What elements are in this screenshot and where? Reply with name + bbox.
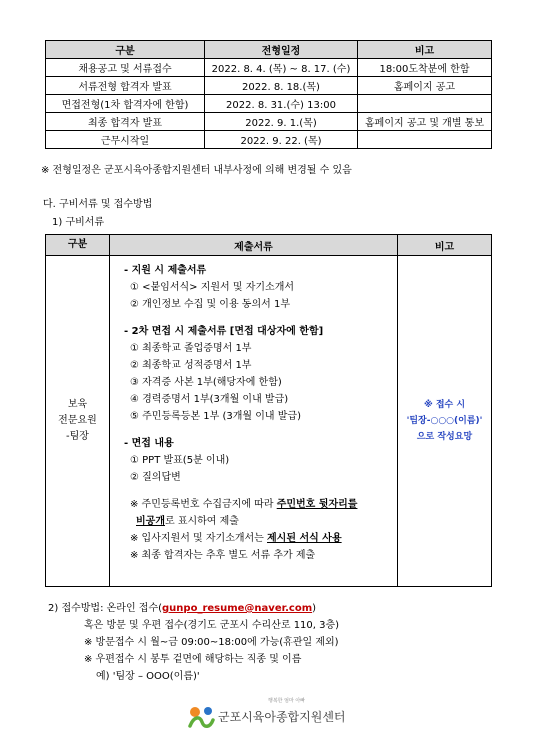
email-link[interactable]: gunpo_resume@naver.com (162, 603, 313, 614)
receipt-line-example: 예) '팀장 – OOO(이름)' (96, 671, 200, 682)
receipt-line-hours: ※ 방문접수 시 월~금 09:00~18:00에 가능(휴관일 제외) (84, 637, 339, 648)
interview-docs-title: - 2차 면접 시 제출서류 [면접 대상자에 한함] (124, 326, 324, 337)
interview-content-title: - 면접 내용 (124, 438, 174, 449)
schedule-cell: 면접전형(1차 합격자에 한함) (46, 95, 205, 113)
list-item: ⑤ 주민등록등본 1부 (3개월 이내 발급) (130, 411, 301, 422)
schedule-cell: 홈페이지 공고 (358, 77, 492, 95)
schedule-header-date: 전형일정 (205, 41, 358, 59)
schedule-cell: 18:00도착분에 한함 (358, 59, 492, 77)
org-name: 군포시육아종합지원센터 (218, 710, 346, 724)
documents-list (110, 256, 398, 587)
category-line: 전문요원 (58, 415, 97, 426)
receipt-line-online (48, 600, 339, 617)
documents-header-remark: 비고 (398, 235, 492, 256)
table-row (46, 59, 492, 77)
category-line: -팀장 (66, 431, 89, 442)
list-item: ② 개인정보 수집 및 이용 동의서 1부 (130, 299, 290, 310)
schedule-cell: 2022. 8. 4. (목) ~ 8. 17. (수) (205, 59, 358, 77)
section-subtitle: 1) 구비서류 (52, 217, 105, 228)
table-row (46, 77, 492, 95)
receipt-online-label: 2) 접수방법: 온라인 접수( (48, 603, 163, 614)
documents-category (46, 256, 110, 587)
schedule-cell: 2022. 9. 22. (목) (205, 131, 358, 149)
receipt-online-suffix: ) (312, 603, 317, 614)
list-item: ② 질의답변 (130, 472, 181, 483)
table-row (46, 113, 492, 131)
schedule-cell: 2022. 8. 31.(수) 13:00 (205, 95, 358, 113)
list-item: ① PPT 발표(5분 이내) (130, 455, 230, 466)
remark-line: ※ 접수 시 (423, 400, 466, 410)
schedule-cell: 최종 합격자 발표 (46, 113, 205, 131)
list-item: ② 최종학교 성적증명서 1부 (130, 360, 252, 371)
schedule-cell: 채용공고 및 서류접수 (46, 59, 205, 77)
final-note: ※ 최종 합격자는 추후 별도 서류 추가 제출 (130, 550, 316, 561)
privacy-note-cont (124, 513, 397, 530)
schedule-cell: 근무시작일 (46, 131, 205, 149)
privacy-note-emphasis: 주민번호 뒷자리를 (276, 499, 358, 510)
application-docs-title: - 지원 시 제출서류 (124, 265, 207, 276)
privacy-note-emphasis: 비공개 (136, 516, 165, 527)
documents-remark (398, 256, 492, 587)
category-line: 보육 (67, 399, 88, 410)
documents-header-docs: 제출서류 (110, 235, 398, 256)
schedule-cell (358, 131, 492, 149)
list-item: ① <붙임서식> 지원서 및 자기소개서 (130, 282, 295, 293)
org-tagline: 행복한 엄마 아빠 (268, 698, 305, 704)
documents-table (45, 234, 492, 587)
table-row (46, 256, 492, 587)
schedule-cell: 홈페이지 공고 및 개별 통보 (358, 113, 492, 131)
table-row (46, 131, 492, 149)
privacy-note-text: 로 표시하여 제출 (164, 516, 239, 527)
receipt-line-mail: ※ 우편접수 시 봉투 겉면에 해당하는 직종 및 이름 (84, 654, 302, 665)
remark-line: '팀장-○○○(이름)' (406, 416, 483, 426)
list-item: ④ 경력증명서 1부(3개월 이내 발급) (130, 394, 289, 405)
footer-logo (186, 699, 356, 735)
schedule-table (45, 40, 492, 149)
table-row (46, 95, 492, 113)
documents-header-row (46, 235, 492, 256)
documents-header-category: 구분 (46, 235, 110, 256)
schedule-header-category: 구분 (46, 41, 205, 59)
receipt-line-visit: 혹은 방문 및 우편 접수(경기도 군포시 수리산로 110, 3층) (84, 620, 340, 631)
privacy-note-text: ※ 주민등록번호 수집금지에 따라 (130, 499, 277, 510)
remark-line: 으로 작성요망 (416, 432, 473, 442)
org-logo-icon (186, 702, 216, 732)
form-note-text: ※ 입사지원서 및 자기소개서는 (130, 533, 268, 544)
list-item: ① 최종학교 졸업증명서 1부 (130, 343, 252, 354)
schedule-note: ※ 전형일정은 군포시육아종합지원센터 내부사정에 의해 변경될 수 있음 (41, 165, 352, 176)
section-title: 다. 구비서류 및 접수방법 (43, 199, 153, 210)
schedule-header-row (46, 41, 492, 59)
schedule-cell: 2022. 8. 18.(목) (205, 77, 358, 95)
form-note-emphasis: 제시된 서식 사용 (267, 533, 342, 544)
schedule-header-remark: 비고 (358, 41, 492, 59)
schedule-cell (358, 95, 492, 113)
receipt-method (48, 600, 339, 685)
privacy-note (124, 496, 397, 513)
form-note (124, 530, 397, 547)
schedule-cell: 2022. 9. 1.(목) (205, 113, 358, 131)
schedule-cell: 서류전형 합격자 발표 (46, 77, 205, 95)
list-item: ③ 자격증 사본 1부(해당자에 한함) (130, 377, 282, 388)
